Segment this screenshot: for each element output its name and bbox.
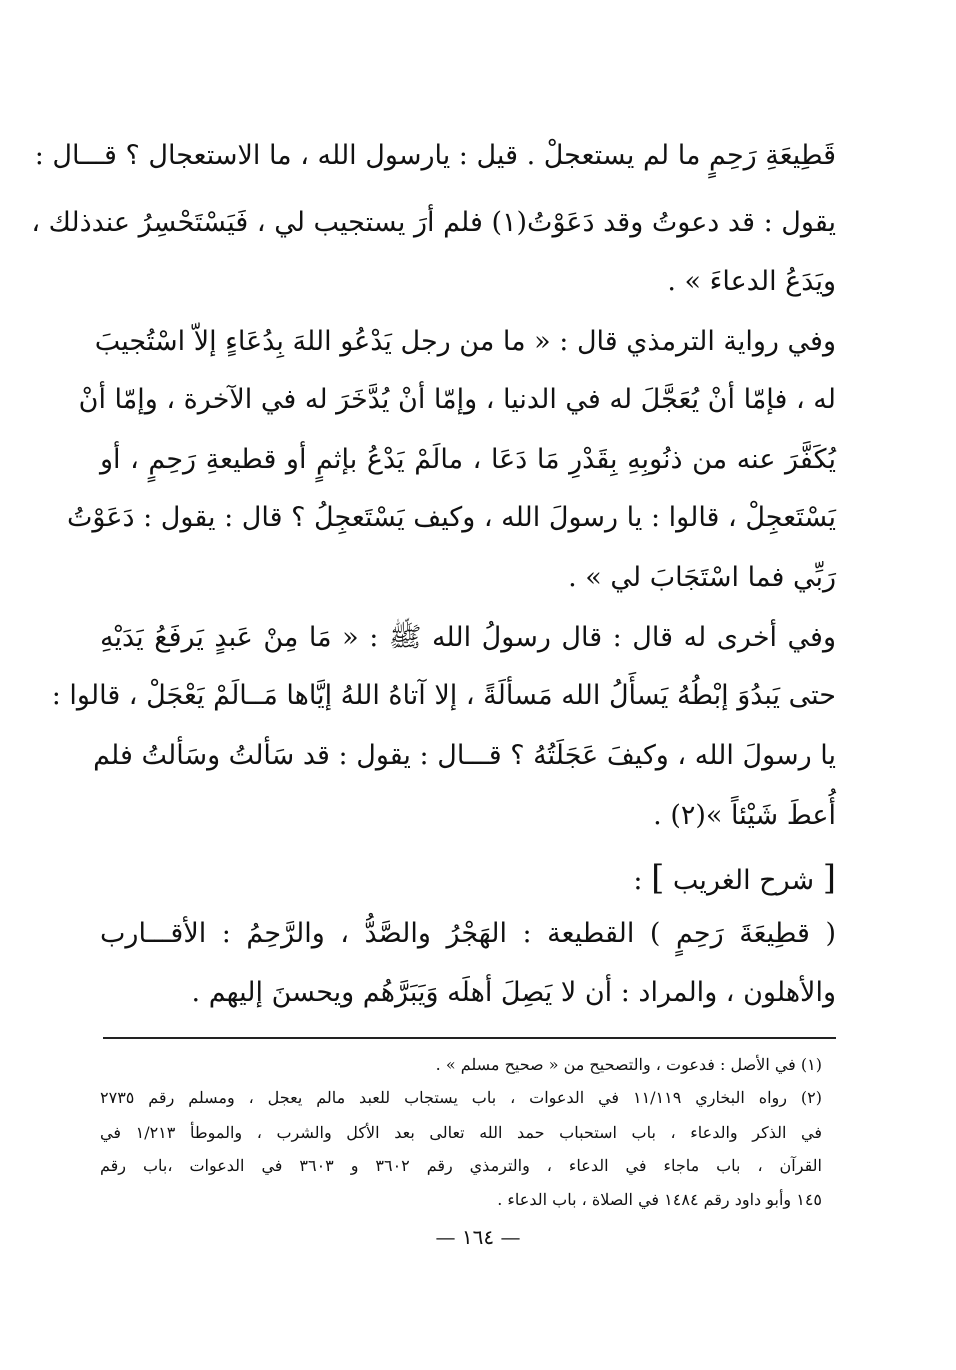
glossary-line: والأهلون ، والمراد : أن لا يَصِلَ أهلَه وَيَبَرَّهُم ويحسنَ إليهم . [191, 977, 836, 1008]
page-number: — ١٦٤ — [435, 1225, 521, 1249]
footnote-line: ١٤٥ وأبو داود رقم ١٤٨٤ في الصلاة ، باب الدعاء . [497, 1190, 822, 1209]
body-line: قَطِيعَةِ رَحِمٍ ما لم يستعجلْ . قيل : يارسول الله ، ما الاستعجال ؟ قـــال : [34, 140, 836, 171]
heading-text: شرح الغريب [672, 865, 815, 896]
body-line: أُعطَ شَيْئاً »(٢) . [653, 800, 836, 831]
glossary-heading [436, 858, 836, 901]
body-line: يا رسولَ الله ، وكيفَ عَجَلَتُهُ ؟ قـــال : يقول : قد سَألتُ وسَألتُ فلم [93, 740, 836, 771]
body-line: وفي أخرى له قال : قال رسولُ الله ﷺ : « مَا مِنْ عَبدٍ يَرفَعُ يَدَيْهِ [100, 622, 836, 653]
body-line: يقول : قد دعوتُ وقد دَعَوْتُ(١) فلم أرَ يستجيب لي ، فَيَسْتَحْسِرُ عندذلك ، [31, 207, 836, 238]
footnote-line: (١) في الأصل : فدعوت ، والتصحيح من « صحيح مسلم » . [435, 1055, 822, 1074]
body-line: يَسْتَعجِلْ ، قالوا : يا رسولَ الله ، وكيف يَسْتَعجِلُ ؟ قال : يقول : دَعَوْتُ [67, 502, 836, 533]
body-line: رَبِّي فما اسْتَجَابَ لي » . [568, 562, 836, 593]
body-line: وفي رواية الترمذي قال : « ما من رجل يَدْعُو اللهَ بِدُعَاءٍ إلاّ اسْتُجيبَ [94, 326, 836, 357]
footnote-line: القرآن ، باب ماجاء في الدعاء ، والترمذي رقم ٣٦٠٢ و ٣٦٠٣ في الدعوات ،باب رقم [100, 1156, 822, 1175]
heading-close-bracket: ] [651, 858, 665, 898]
footnote-line: في الذكر والدعاء ، باب استحباب حمد الله تعالى بعد الأكل والشرب ، والموطأ ١/٢١٣ في [100, 1123, 823, 1142]
heading-colon: : [633, 865, 643, 896]
body-line: له ، فإمّا أنْ يُعَجَّلَ له في الدنيا ، وإمّا أنْ يُدَّخَرَ له في الآخرة ، وإمّا أنْ [78, 384, 836, 415]
footnote-line: (٢) رواه البخاري ١١/١١٩ في الدعوات ، باب يستجاب للعبد مالم يعجل ، ومسلم رقم ٢٧٣٥ [100, 1088, 822, 1107]
footnote-divider [103, 1037, 836, 1039]
body-line: ويَدَعُ الدعاءَ » . [667, 266, 836, 297]
glossary-line: ( قطِيعَةَ رَحِمٍ ) القطيعة : الهَجْرُ والصَّدُّ ، والرَّحِمُ : الأقـــارب [100, 918, 836, 949]
body-line: يُكَفَّرَ عنه من ذنُوبِهِ بِقَدْرِ مَا دَعَا ، مالَمْ يَدْعُ بإثمٍ أو قطيعةِ رَحِمٍ ، أو [100, 444, 836, 475]
heading-open-bracket: [ [822, 858, 836, 898]
body-line: حتى يَبدُوَ إبْطُهُ يَسأَلُ الله مَسألَةً ، إلا آتاهُ اللهُ إيَّاها مَــالَمْ يَعْجَلْ ، قالوا : [51, 680, 836, 711]
